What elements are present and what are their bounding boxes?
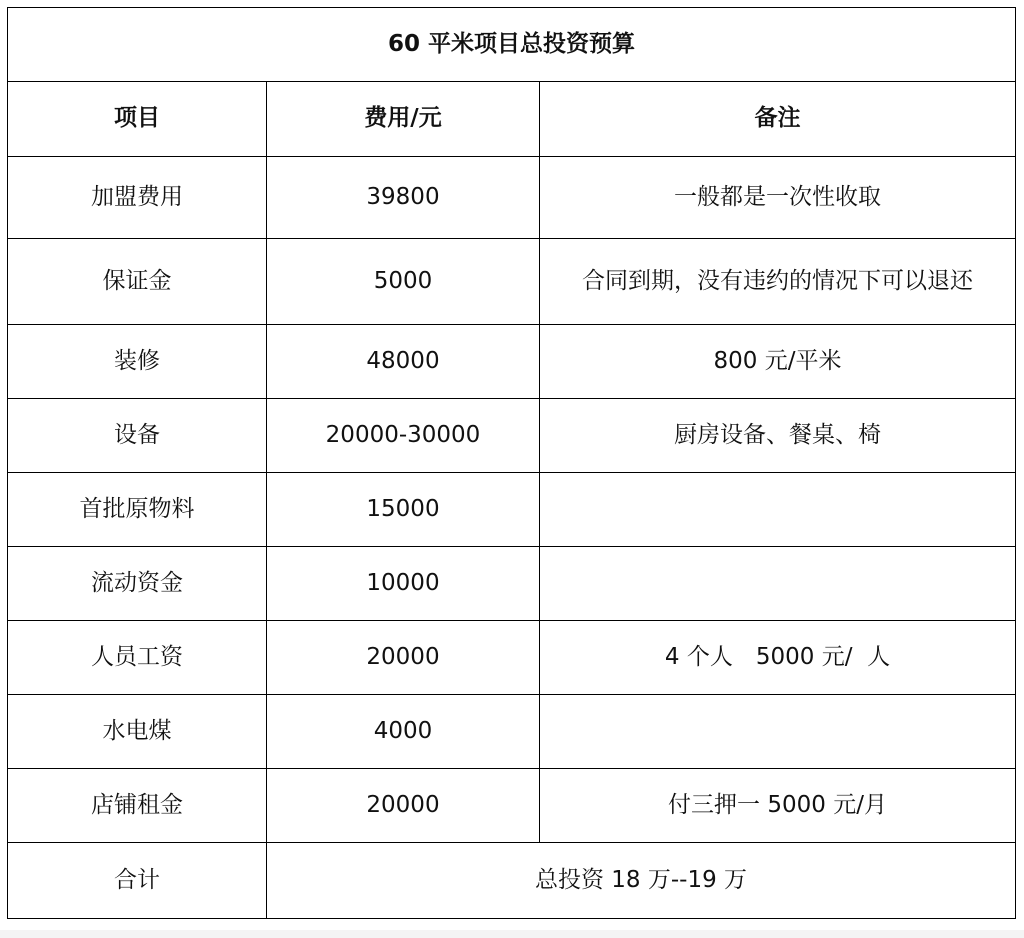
budget-table bbox=[7, 7, 1016, 919]
table-header-row bbox=[8, 82, 1016, 157]
cost-cell: 5000 bbox=[267, 239, 540, 325]
item-cell: 加盟费用 bbox=[8, 157, 267, 239]
cost-cell: 39800 bbox=[267, 157, 540, 239]
table-row bbox=[8, 769, 1016, 843]
note-cell bbox=[540, 547, 1016, 621]
item-cell: 装修 bbox=[8, 325, 267, 399]
item-cell: 首批原物料 bbox=[8, 473, 267, 547]
item-cell: 店铺租金 bbox=[8, 769, 267, 843]
note-cell bbox=[540, 695, 1016, 769]
page-bottom-strip bbox=[0, 930, 1024, 938]
column-header-note: 备注 bbox=[540, 82, 1016, 157]
table-row bbox=[8, 547, 1016, 621]
table-row bbox=[8, 325, 1016, 399]
total-row bbox=[8, 843, 1016, 919]
note-cell bbox=[540, 473, 1016, 547]
table-row bbox=[8, 157, 1016, 239]
note-cell: 付三押一 5000 元/月 bbox=[540, 769, 1016, 843]
table-row bbox=[8, 239, 1016, 325]
item-cell: 流动资金 bbox=[8, 547, 267, 621]
item-cell: 水电煤 bbox=[8, 695, 267, 769]
note-cell: 4 个人 5000 元/ 人 bbox=[540, 621, 1016, 695]
cost-cell: 48000 bbox=[267, 325, 540, 399]
item-cell: 保证金 bbox=[8, 239, 267, 325]
column-header-item: 项目 bbox=[8, 82, 267, 157]
table-title: 60 平米项目总投资预算 bbox=[8, 8, 1016, 82]
note-cell: 一般都是一次性收取 bbox=[540, 157, 1016, 239]
cost-cell: 20000-30000 bbox=[267, 399, 540, 473]
cost-cell: 20000 bbox=[267, 621, 540, 695]
table-row bbox=[8, 695, 1016, 769]
table-row bbox=[8, 473, 1016, 547]
cost-cell: 20000 bbox=[267, 769, 540, 843]
table-title-row bbox=[8, 8, 1016, 82]
cost-cell: 4000 bbox=[267, 695, 540, 769]
item-cell: 人员工资 bbox=[8, 621, 267, 695]
note-cell: 800 元/平米 bbox=[540, 325, 1016, 399]
table-row bbox=[8, 621, 1016, 695]
column-header-cost: 费用/元 bbox=[267, 82, 540, 157]
table-row bbox=[8, 399, 1016, 473]
item-cell: 设备 bbox=[8, 399, 267, 473]
total-value: 总投资 18 万--19 万 bbox=[267, 843, 1016, 919]
total-label: 合计 bbox=[8, 843, 267, 919]
cost-cell: 15000 bbox=[267, 473, 540, 547]
cost-cell: 10000 bbox=[267, 547, 540, 621]
note-cell: 厨房设备、餐桌、椅 bbox=[540, 399, 1016, 473]
note-cell: 合同到期，没有违约的情况下可以退还 bbox=[540, 239, 1016, 325]
